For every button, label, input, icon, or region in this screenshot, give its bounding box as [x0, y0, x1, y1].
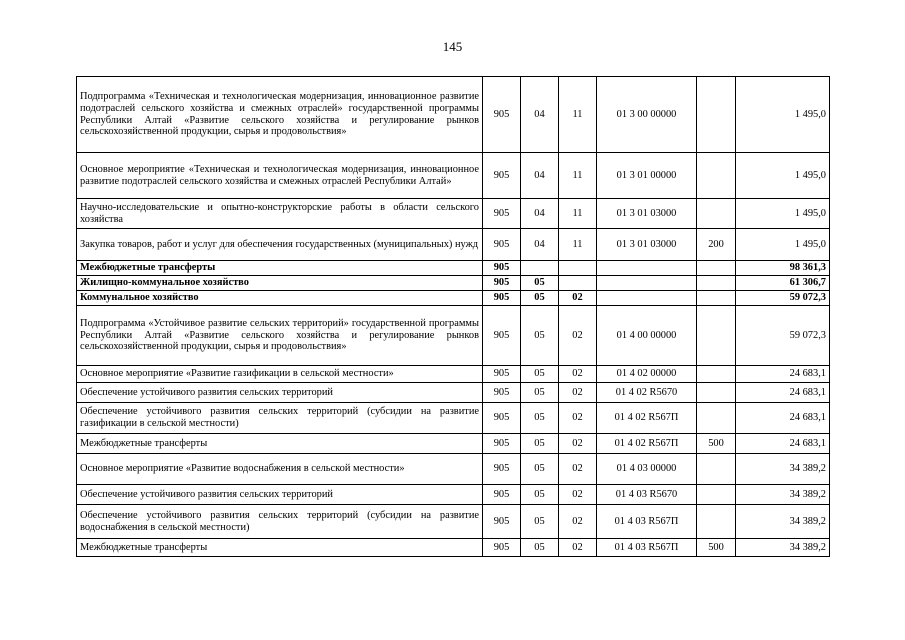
row-pr-cell	[559, 261, 597, 276]
row-sum-cell: 34 389,2	[736, 454, 830, 485]
row-name-cell: Основное мероприятие «Развитие газификации в сельской местности»	[77, 366, 483, 383]
table-row	[77, 291, 830, 306]
row-sum-cell: 24 683,1	[736, 366, 830, 383]
row-vr-cell: 200	[697, 229, 736, 261]
row-csr-cell	[597, 276, 697, 291]
row-name-cell: Закупка товаров, работ и услуг для обеспечения государственных (муниципальных) нужд	[77, 229, 483, 261]
row-rz-cell: 05	[521, 383, 559, 403]
row-name-cell: Жилищно-коммунальное хозяйство	[77, 276, 483, 291]
row-gr-cell: 905	[483, 276, 521, 291]
row-pr-cell: 11	[559, 229, 597, 261]
row-name-cell: Научно-исследовательские и опытно-конструкторские работы в области сельского хозяйства	[77, 199, 483, 229]
row-rz-cell: 04	[521, 229, 559, 261]
row-rz-cell: 05	[521, 366, 559, 383]
row-gr-cell: 905	[483, 505, 521, 539]
row-csr-cell: 01 3 01 00000	[597, 153, 697, 199]
row-csr-cell: 01 4 03 R567П	[597, 505, 697, 539]
row-sum-cell: 34 389,2	[736, 539, 830, 557]
table-row	[77, 434, 830, 454]
table-row	[77, 505, 830, 539]
row-vr-cell	[697, 454, 736, 485]
table-row	[77, 366, 830, 383]
row-name-cell: Межбюджетные трансферты	[77, 434, 483, 454]
table-row	[77, 261, 830, 276]
row-sum-cell: 59 072,3	[736, 291, 830, 306]
row-vr-cell	[697, 383, 736, 403]
page-number: 145	[442, 39, 463, 54]
row-pr-cell: 02	[559, 306, 597, 366]
row-sum-cell: 59 072,3	[736, 306, 830, 366]
row-gr-cell: 905	[483, 291, 521, 306]
row-csr-cell: 01 4 02 00000	[597, 366, 697, 383]
row-vr-cell: 500	[697, 539, 736, 557]
row-vr-cell	[697, 306, 736, 366]
row-pr-cell: 02	[559, 366, 597, 383]
row-pr-cell: 02	[559, 539, 597, 557]
row-rz-cell: 05	[521, 539, 559, 557]
row-sum-cell: 1 495,0	[736, 199, 830, 229]
row-csr-cell: 01 3 01 03000	[597, 229, 697, 261]
row-vr-cell	[697, 291, 736, 306]
row-rz-cell	[521, 261, 559, 276]
table-row	[77, 153, 830, 199]
row-sum-cell: 98 361,3	[736, 261, 830, 276]
row-name-cell: Основное мероприятие «Техническая и технологическая модернизация, инновационное развитие подотраслей сельского хозяйства и смежных отраслей Республики Алтай»	[77, 153, 483, 199]
row-vr-cell: 500	[697, 434, 736, 454]
row-sum-cell: 61 306,7	[736, 276, 830, 291]
row-name-cell: Обеспечение устойчивого развития сельских территорий	[77, 383, 483, 403]
table-row	[77, 77, 830, 153]
row-rz-cell: 05	[521, 276, 559, 291]
row-csr-cell: 01 4 02 R5670	[597, 383, 697, 403]
row-csr-cell: 01 4 00 00000	[597, 306, 697, 366]
row-gr-cell: 905	[483, 539, 521, 557]
row-name-cell: Обеспечение устойчивого развития сельских территорий	[77, 485, 483, 505]
row-sum-cell: 34 389,2	[736, 505, 830, 539]
row-gr-cell: 905	[483, 306, 521, 366]
row-gr-cell: 905	[483, 229, 521, 261]
row-sum-cell: 1 495,0	[736, 229, 830, 261]
row-vr-cell	[697, 485, 736, 505]
row-gr-cell: 905	[483, 199, 521, 229]
row-rz-cell: 04	[521, 153, 559, 199]
row-rz-cell: 05	[521, 485, 559, 505]
row-csr-cell: 01 4 03 R567П	[597, 539, 697, 557]
row-csr-cell: 01 4 03 00000	[597, 454, 697, 485]
row-sum-cell: 24 683,1	[736, 403, 830, 434]
row-pr-cell: 02	[559, 434, 597, 454]
row-rz-cell: 05	[521, 505, 559, 539]
table-row	[77, 306, 830, 366]
row-rz-cell: 05	[521, 434, 559, 454]
row-csr-cell: 01 4 03 R5670	[597, 485, 697, 505]
row-pr-cell: 11	[559, 153, 597, 199]
budget-table	[76, 76, 830, 557]
row-pr-cell: 11	[559, 199, 597, 229]
table-row	[77, 539, 830, 557]
row-name-cell: Коммунальное хозяйство	[77, 291, 483, 306]
row-name-cell: Межбюджетные трансферты	[77, 261, 483, 276]
row-pr-cell: 02	[559, 485, 597, 505]
table-row	[77, 276, 830, 291]
row-vr-cell	[697, 366, 736, 383]
row-pr-cell: 02	[559, 383, 597, 403]
row-csr-cell	[597, 261, 697, 276]
row-sum-cell: 34 389,2	[736, 485, 830, 505]
row-csr-cell: 01 3 00 00000	[597, 77, 697, 153]
row-csr-cell: 01 4 02 R567П	[597, 434, 697, 454]
row-pr-cell	[559, 276, 597, 291]
row-pr-cell: 02	[559, 291, 597, 306]
row-vr-cell	[697, 403, 736, 434]
row-vr-cell	[697, 199, 736, 229]
row-gr-cell: 905	[483, 366, 521, 383]
budget-table-body	[77, 77, 830, 557]
row-gr-cell: 905	[483, 454, 521, 485]
row-gr-cell: 905	[483, 383, 521, 403]
row-csr-cell: 01 3 01 03000	[597, 199, 697, 229]
row-sum-cell: 1 495,0	[736, 153, 830, 199]
row-rz-cell: 05	[521, 291, 559, 306]
row-rz-cell: 05	[521, 306, 559, 366]
row-name-cell: Обеспечение устойчивого развития сельских территорий (субсидии на развитие водоснабжения в сельской местности)	[77, 505, 483, 539]
table-row	[77, 229, 830, 261]
row-name-cell: Основное мероприятие «Развитие водоснабжения в сельской местности»	[77, 454, 483, 485]
row-csr-cell: 01 4 02 R567П	[597, 403, 697, 434]
row-pr-cell: 02	[559, 505, 597, 539]
table-row	[77, 454, 830, 485]
row-pr-cell: 02	[559, 454, 597, 485]
row-vr-cell	[697, 153, 736, 199]
row-rz-cell: 05	[521, 454, 559, 485]
row-sum-cell: 1 495,0	[736, 77, 830, 153]
row-vr-cell	[697, 261, 736, 276]
row-gr-cell: 905	[483, 485, 521, 505]
row-csr-cell	[597, 291, 697, 306]
row-gr-cell: 905	[483, 77, 521, 153]
row-vr-cell	[697, 276, 736, 291]
row-rz-cell: 05	[521, 403, 559, 434]
row-name-cell: Подпрограмма «Устойчивое развитие сельских территорий» государственной программы Республики Алтай «Развитие сельского хозяйства и регулирование рынков сельскохозяйственной продукции, сырья и продовольствия»	[77, 306, 483, 366]
row-gr-cell: 905	[483, 153, 521, 199]
row-pr-cell: 11	[559, 77, 597, 153]
table-row	[77, 485, 830, 505]
row-name-cell: Обеспечение устойчивого развития сельских территорий (субсидии на развитие газификации в сельской местности)	[77, 403, 483, 434]
table-row	[77, 199, 830, 229]
row-sum-cell: 24 683,1	[736, 383, 830, 403]
row-sum-cell: 24 683,1	[736, 434, 830, 454]
row-name-cell: Межбюджетные трансферты	[77, 539, 483, 557]
row-rz-cell: 04	[521, 199, 559, 229]
row-gr-cell: 905	[483, 403, 521, 434]
table-row	[77, 403, 830, 434]
row-vr-cell	[697, 505, 736, 539]
row-gr-cell: 905	[483, 261, 521, 276]
row-gr-cell: 905	[483, 434, 521, 454]
row-rz-cell: 04	[521, 77, 559, 153]
row-name-cell: Подпрограмма «Техническая и технологическая модернизация, инновационное развитие подотраслей сельского хозяйства и смежных отраслей» государственной программы Республики Алтай «Развитие сельского хозяйства и регулирование рынков сельскохозяйственной продукции, сырья и продовольствия»	[77, 77, 483, 153]
row-vr-cell	[697, 77, 736, 153]
table-row	[77, 383, 830, 403]
row-pr-cell: 02	[559, 403, 597, 434]
